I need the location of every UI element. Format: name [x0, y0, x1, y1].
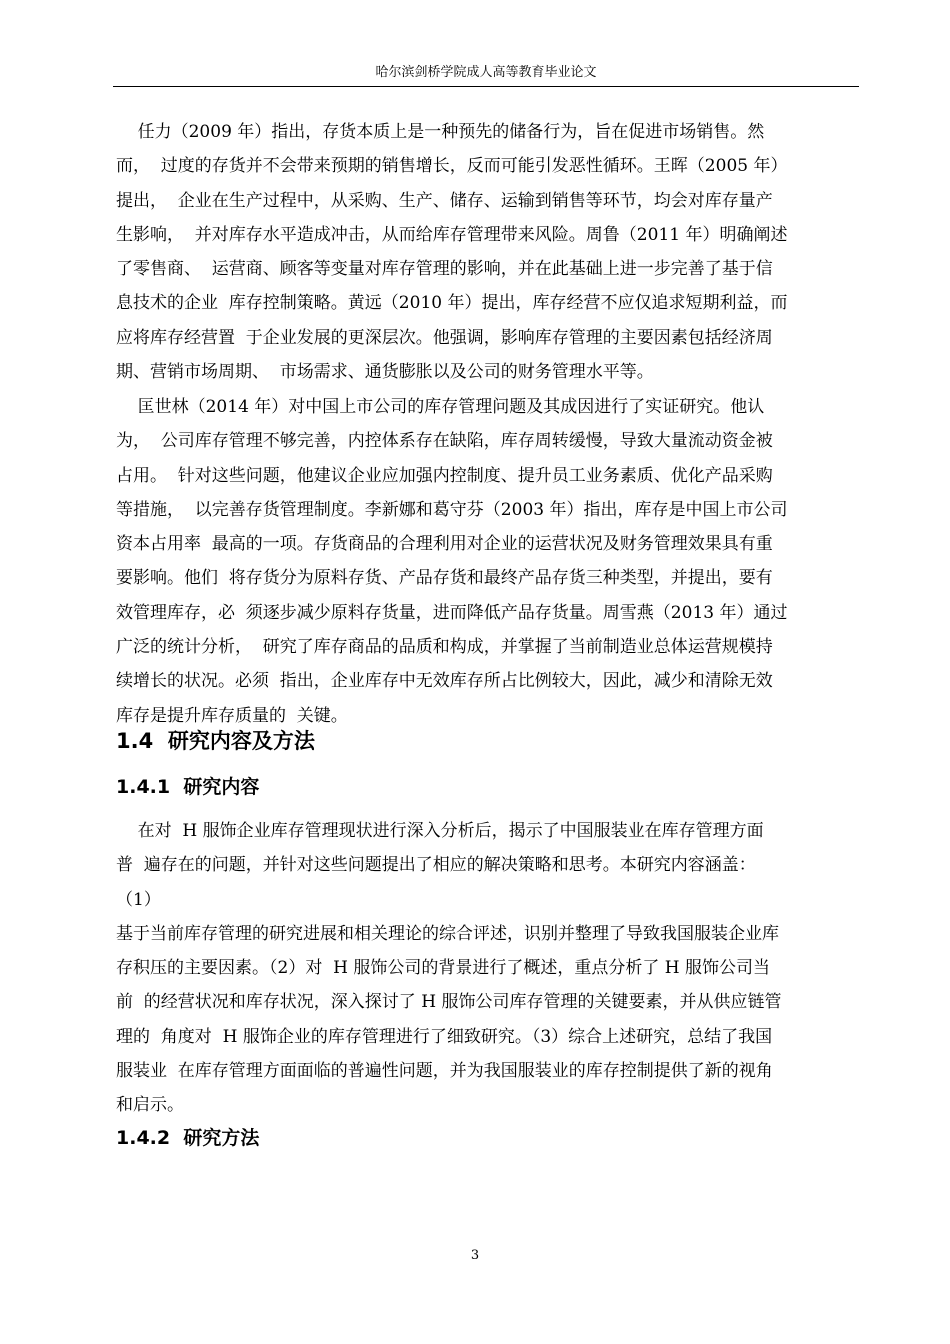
text-line: 匡世林（2014 年）对中国上市公司的库存管理问题及其成因进行了实证研究。他认 [116, 397, 765, 417]
paragraph-1 [116, 115, 862, 389]
text-line: 和启示。 [116, 1095, 184, 1116]
text-line: 存积压的主要因素。（2）对 H 服饰公司的背景进行了概述，重点分析了 H 服饰公司当 [116, 958, 770, 979]
text-line: 理的 角度对 H 服饰企业的库存管理进行了细致研究。（3）综合上述研究，总结了我国 [116, 1026, 773, 1047]
text-line: （1） [116, 889, 161, 910]
text-line: 前 的经营状况和库存状况，深入探讨了 H 服饰公司库存管理的关键要素，并从供应链管 [116, 992, 782, 1013]
text-line: 广泛的统计分析， 研究了库存商品的品质和构成，并掌握了当前制造业总体运营规模持 [116, 637, 773, 658]
text-line: 续增长的状况。必须 指出，企业库存中无效库存所占比例较大，因此，减少和清除无效 [116, 671, 773, 692]
text-line: 了零售商、 运营商、顾客等变量对库存管理的影响，并在此基础上进一步完善了基于信 [116, 259, 773, 280]
text-line: 普 遍存在的问题，并针对这些问题提出了相应的解决策略和思考。本研究内容涵盖： [116, 855, 756, 876]
paragraph-3 [116, 814, 862, 1123]
text-line: 在对 H 服饰企业库存管理现状进行深入分析后，揭示了中国服装业在库存管理方面 [116, 821, 764, 841]
section-heading-1-4-1: 1.4.1 研究内容 [116, 776, 260, 798]
text-line: 应将库存经营置 于企业发展的更深层次。他强调，影响库存管理的主要因素包括经济周 [116, 327, 773, 348]
text-line: 息技术的企业 库存控制策略。黄远（2010 年）提出，库存经营不应仅追求短期利益，而 [116, 293, 788, 314]
text-line: 提出， 企业在生产过程中，从采购、生产、储存、运输到销售等环节，均会对库存量产 [116, 190, 773, 211]
text-line: 库存是提升库存质量的 关键。 [116, 705, 348, 726]
page-header: 哈尔滨剑桥学院成人高等教育毕业论文 [113, 60, 859, 87]
text-line: 生影响， 并对库存水平造成冲击，从而给库存管理带来风险。周鲁（2011 年）明确阐述 [116, 224, 788, 245]
text-line: 资本占用率 最高的一项。存货商品的合理利用对企业的运营状况及财务管理效果具有重 [116, 534, 773, 555]
text-line: 基于当前库存管理的研究进展和相关理论的综合评述，识别并整理了导致我国服装企业库 [116, 923, 779, 944]
text-line: 任力（2009 年）指出，存货本质上是一种预先的储备行为，旨在促进市场销售。然 [116, 122, 765, 142]
text-line: 要影响。他们 将存货分为原料存货、产品存货和最终产品存货三种类型，并提出，要有 [116, 568, 773, 589]
paragraph-2 [116, 390, 862, 733]
page-number: 3 [470, 1248, 480, 1263]
text-line: 效管理库存，必 须逐步减少原料存货量，进而降低产品存货量。周雪燕（2013 年）通过 [116, 602, 788, 623]
section-heading-1-4: 1.4 研究内容及方法 [116, 729, 315, 753]
text-line: 而， 过度的存货并不会带来预期的销售增长，反而可能引发恶性循环。王晖（2005 年） [116, 156, 788, 177]
text-line: 为， 公司库存管理不够完善，内控体系存在缺陷，库存周转缓慢，导致大量流动资金被 [116, 431, 773, 452]
section-heading-1-4-2: 1.4.2 研究方法 [116, 1127, 260, 1149]
text-line: 服装业 在库存管理方面面临的普遍性问题，并为我国服装业的库存控制提供了新的视角 [116, 1061, 773, 1082]
text-line: 等措施， 以完善存货管理制度。李新娜和葛守芬（2003 年）指出，库存是中国上市公司 [116, 499, 788, 520]
text-line: 占用。 针对这些问题，他建议企业应加强内控制度、提升员工业务素质、优化产品采购 [116, 465, 773, 486]
text-line: 期、营销市场周期、 市场需求、通货膨胀以及公司的财务管理水平等。 [116, 362, 654, 383]
